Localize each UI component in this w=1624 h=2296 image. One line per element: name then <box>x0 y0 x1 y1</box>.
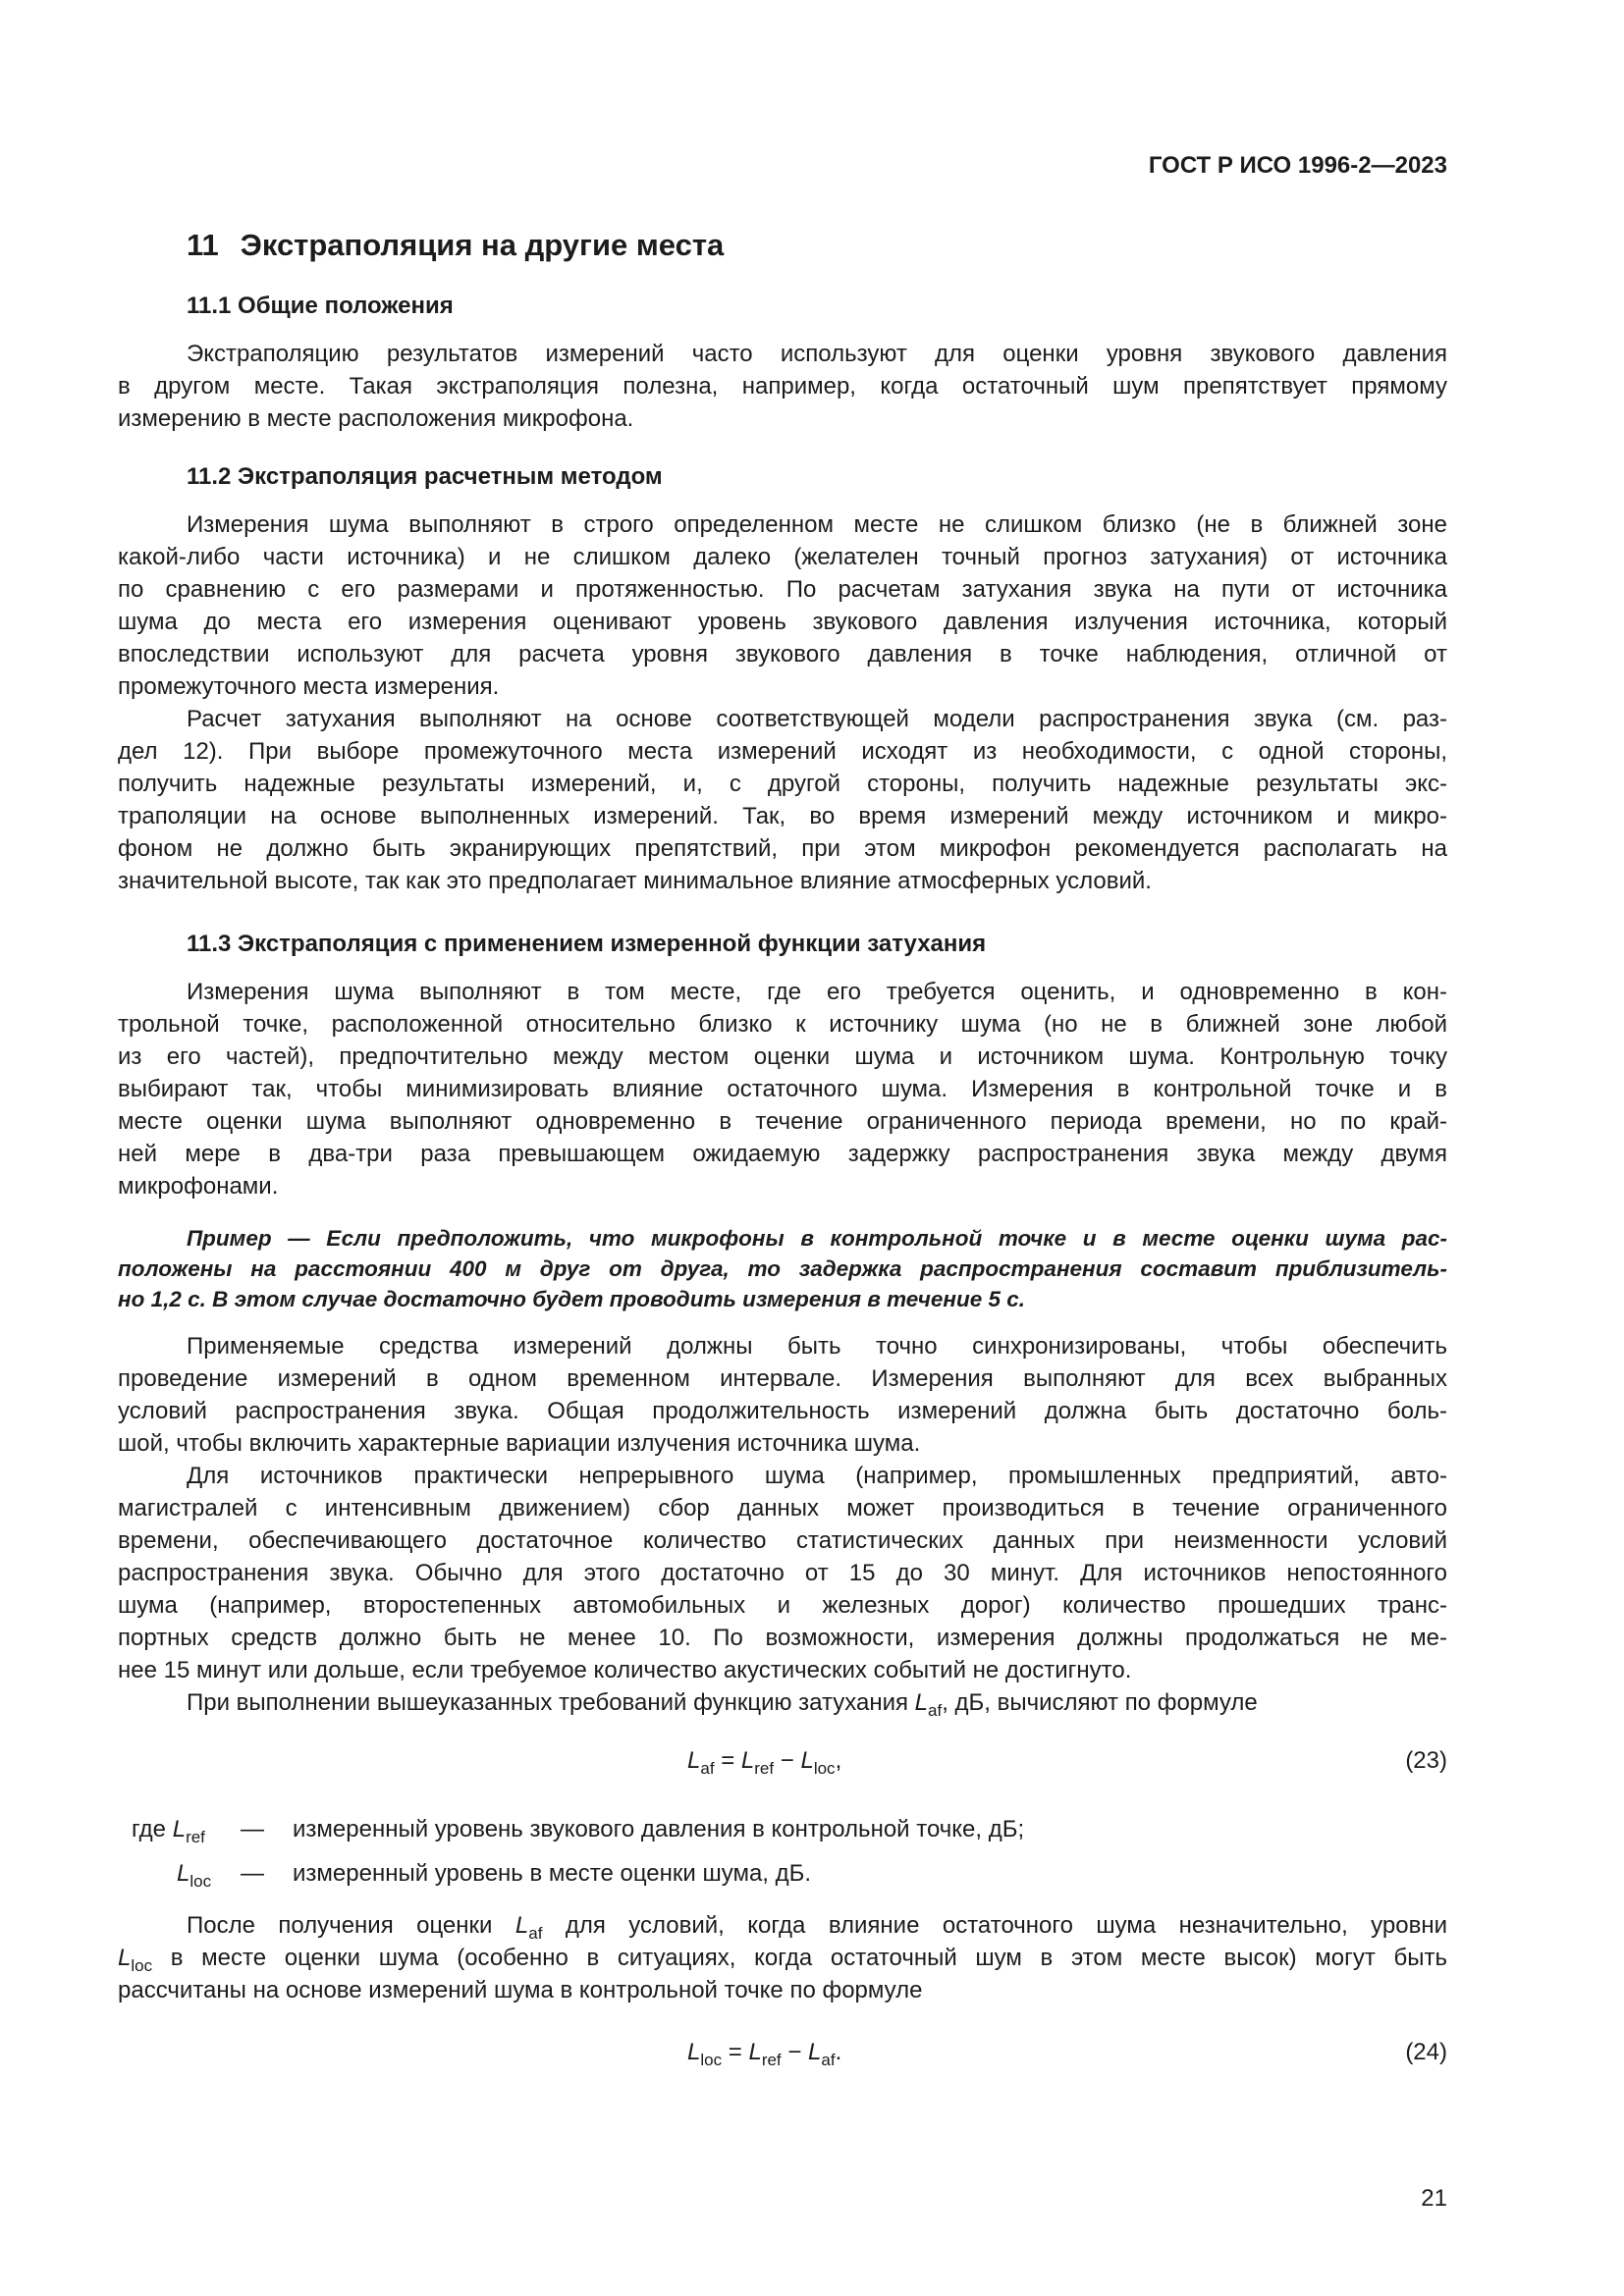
text-line: значительной высоте, так как это предполагает минимальное влияние атмосферных условий. <box>118 868 1152 894</box>
section-number: 11 <box>187 228 219 262</box>
text-line: нее 15 минут или дольше, если требуемое количество акустических событий не достигнуто. <box>118 1657 1132 1683</box>
subsection-11-2-paragraph-1 <box>118 508 1447 703</box>
subsection-11-3-paragraph-4 <box>118 1686 1447 1719</box>
subsection-11-3-paragraph-1 <box>118 976 1447 1202</box>
equals-sign: = <box>714 1747 741 1774</box>
document-header-id: ГОСТ Р ИСО 1996-2—2023 <box>1148 152 1447 179</box>
subscript-af: af <box>928 1701 943 1720</box>
text-line: положены на расстоянии 400 м друг от друга, то задержка распространения составит приблизитель- <box>118 1256 1447 1281</box>
text-line: месте оценки шума выполняют одновременно в течение ограниченного периода времени, но по край- <box>118 1108 1447 1135</box>
section-title: Экстраполяция на другие места <box>240 228 725 262</box>
symbol-L: L <box>687 2039 701 2065</box>
subscript-ref: ref <box>754 1759 775 1778</box>
subsection-11-2-heading: 11.2 Экстраполяция расчетным методом <box>187 463 663 490</box>
text-line: впоследствии используют для расчета уровня звукового давления в точке наблюдения, отличной от <box>118 641 1447 667</box>
subsection-11-3-heading: 11.3 Экстраполяция с применением измеренной функции затухания <box>187 931 987 957</box>
text-line: ней мере в два-три раза превышающем ожидаемую задержку распространения звука между двумя <box>118 1141 1447 1167</box>
text-line: шума до места его измерения оценивают уровень звукового давления излучения источника, который <box>118 609 1447 635</box>
where-dash: — <box>241 1816 264 1842</box>
text-line: Пример — Если предположить, что микрофоны в контрольной точке и в месте оценки шума рас- <box>187 1226 1447 1251</box>
text-line <box>118 1686 1447 1719</box>
section-heading <box>187 228 724 263</box>
equation-number-24: (24) <box>1405 2039 1447 2065</box>
text-line: шой, чтобы включить характерные вариации излучения источника шума. <box>118 1430 921 1457</box>
subsection-11-3-paragraph-5 <box>118 1909 1447 2006</box>
text-line: Измерения шума выполняют в строго определенном месте не слишком близко (не в ближней зоне <box>187 511 1447 538</box>
text-line: трольной точке, расположенной относительно близко к источнику шума (но не в ближней зоне любой <box>118 1011 1447 1038</box>
text-line <box>118 1909 1447 1942</box>
text-line: по сравнению с его размерами и протяженностью. По расчетам затухания звука на пути от источника <box>118 576 1447 603</box>
text-line: Для источников практически непрерывного шума (например, промышленных предприятий, авто- <box>187 1463 1447 1489</box>
minus-sign: − <box>774 1747 801 1774</box>
text-line: распространения звука. Обычно для этого достаточно от 15 до 30 минут. Для источников непостоянного <box>118 1560 1447 1586</box>
symbol-L: L <box>514 1912 529 1939</box>
text-line: какой-либо части источника) и не слишком далеко (желателен точный прогноз затухания) от источника <box>118 544 1447 570</box>
symbol-L: L <box>800 1747 814 1774</box>
subsection-11-3-paragraph-3 <box>118 1460 1447 1686</box>
equals-sign: = <box>722 2039 749 2065</box>
subsection-11-1-heading: 11.1 Общие положения <box>187 293 454 319</box>
text-line: из его частей), предпочтительно между местом оценки шума и источником шума. Контрольную точку <box>118 1043 1447 1070</box>
text-segment: в месте оценки шума (особенно в ситуациях, когда остаточный шум в этом месте высок) могут быть <box>170 1945 1447 1971</box>
subscript-loc: loc <box>131 1956 153 1975</box>
text-line: траполяции на основе выполненных измерений. Так, во время измерений между источником и микро- <box>118 803 1447 829</box>
formula-23 <box>687 1747 842 1778</box>
text-segment: После получения оценки <box>187 1912 493 1939</box>
text-line: в другом месте. Такая экстраполяция полезна, например, когда остаточный шум препятствует прямому <box>118 373 1447 400</box>
where-ref-definition: измеренный уровень звукового давления в контрольной точке, дБ; <box>293 1816 1025 1842</box>
subsection-11-2-paragraph-2 <box>118 703 1447 897</box>
text-line: фоном не должно быть экранирующих препятствий, при этом микрофон рекомендуется располагать на <box>118 835 1447 862</box>
subscript-af: af <box>700 1759 715 1778</box>
text-line: Экстраполяцию результатов измерений часто используют для оценки уровня звукового давления <box>187 341 1447 367</box>
where-dash: — <box>241 1860 264 1887</box>
text-line: дел 12). При выборе промежуточного места измерений исходят из необходимости, с одной стороны, <box>118 738 1447 765</box>
text-line: Применяемые средства измерений должны быть точно синхронизированы, чтобы обеспечить <box>187 1333 1447 1360</box>
subscript-loc: loc <box>813 1759 836 1778</box>
subscript-loc: loc <box>700 2051 723 2069</box>
symbol-L: L <box>118 1945 132 1971</box>
where-label-row <box>132 1816 205 1846</box>
example-note <box>118 1223 1447 1314</box>
text-segment: для условий, когда влияние остаточного шума незначительно, уровни <box>565 1912 1447 1939</box>
subsection-11-3-paragraph-2 <box>118 1330 1447 1460</box>
text-line: выбирают так, чтобы минимизировать влияние остаточного шума. Измерения в контрольной точке и в <box>118 1076 1447 1102</box>
text-line: условий распространения звука. Общая продолжительность измерений должна быть достаточно боль- <box>118 1398 1447 1424</box>
symbol-L: L <box>740 1747 755 1774</box>
text-line: проведение измерений в одном временном интервале. Измерения выполняют для всех выбранных <box>118 1365 1447 1392</box>
subsection-11-1-paragraph <box>118 338 1447 435</box>
text-line: шума (например, второстепенных автомобильных и железных дорог) количество прошедших транс- <box>118 1592 1447 1619</box>
symbol-L: L <box>687 1747 701 1774</box>
text-line: рассчитаны на основе измерений шума в контрольной точке по формуле <box>118 1977 923 2003</box>
subscript-af: af <box>821 2051 836 2069</box>
comma: , <box>835 1747 842 1774</box>
text-line: промежуточного места измерения. <box>118 673 500 700</box>
symbol-L: L <box>172 1816 187 1842</box>
equation-number-23: (23) <box>1405 1747 1447 1774</box>
text-line: портных средств должно быть не менее 10. По возможности, измерения должны продолжаться не ме- <box>118 1625 1447 1651</box>
period: . <box>835 2039 842 2065</box>
symbol-L: L <box>748 2039 762 2065</box>
subscript-af: af <box>528 1924 543 1943</box>
where-loc-symbol <box>177 1860 212 1891</box>
text-line <box>118 1942 1447 1974</box>
text-line: времени, обеспечивающего достаточное количество статистических данных при неизменности условий <box>118 1527 1447 1554</box>
text-line: Расчет затухания выполняют на основе соответствующей модели распространения звука (см. раз- <box>187 706 1447 732</box>
text-segment: , дБ, вычисляют по формуле <box>942 1689 1258 1716</box>
formula-24 <box>687 2039 842 2069</box>
where-loc-definition: измеренный уровень в месте оценки шума, дБ. <box>293 1860 812 1887</box>
subscript-ref: ref <box>186 1828 205 1846</box>
where-label: где <box>132 1816 167 1842</box>
text-line: но 1,2 с. В этом случае достаточно будет проводить измерения в течение 5 с. <box>118 1287 1026 1311</box>
minus-sign: − <box>781 2039 809 2065</box>
text-line: магистралей с интенсивным движением) сбор данных может производиться в течение ограниченного <box>118 1495 1447 1522</box>
symbol-L: L <box>914 1689 929 1716</box>
subscript-ref: ref <box>761 2051 782 2069</box>
page-number: 21 <box>1421 2185 1447 2212</box>
text-line: получить надежные результаты измерений, и, с другой стороны, получить надежные результаты экс- <box>118 771 1447 797</box>
subscript-loc: loc <box>189 1872 212 1891</box>
text-line: измерению в месте расположения микрофона. <box>118 405 634 432</box>
text-line: Измерения шума выполняют в том месте, где его требуется оценить, и одновременно в кон- <box>187 979 1447 1005</box>
symbol-L: L <box>177 1860 190 1887</box>
text-segment: При выполнении вышеуказанных требований функцию затухания <box>187 1689 908 1716</box>
text-line: микрофонами. <box>118 1173 279 1200</box>
symbol-L: L <box>808 2039 822 2065</box>
